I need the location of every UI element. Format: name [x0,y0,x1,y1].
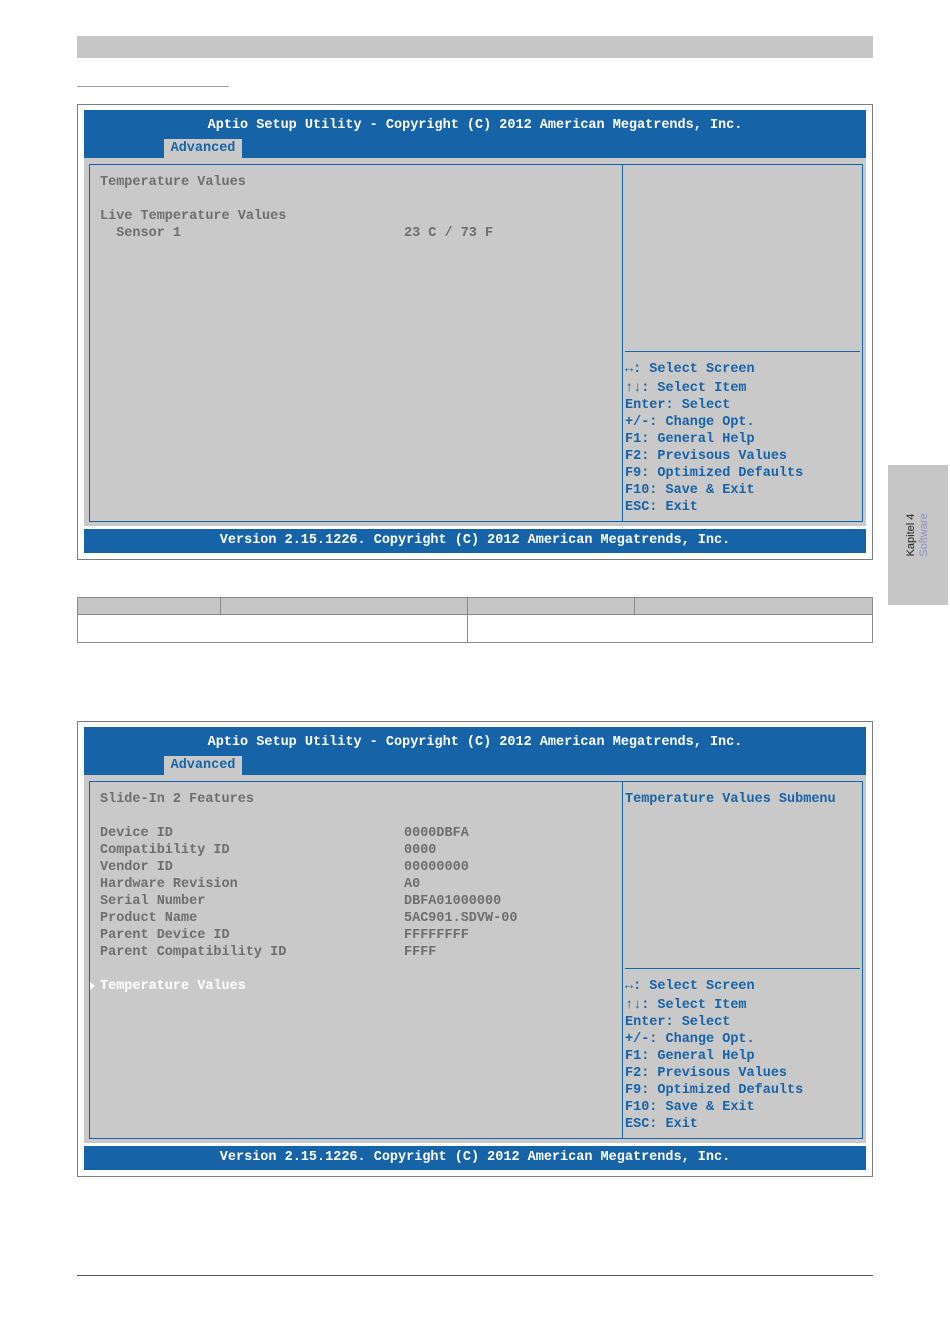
footer-rule [77,1275,873,1276]
key-hint-f1: F1: General Help [625,1049,755,1064]
help-separator [625,968,860,969]
table-divider [634,598,635,614]
setting-value-serial-number: DBFA01000000 [404,894,502,909]
bios-header [84,110,866,158]
bios-help-panel [623,164,863,522]
bios-title: Aptio Setup Utility - Copyright (C) 2012 American Megatrends, Inc. [207,118,743,133]
key-hint-select-screen: ↔: Select Screen [625,362,755,377]
setting-value-device-id: 0000DBFA [404,826,469,841]
key-hint-esc: ESC: Exit [625,1117,698,1132]
setting-value-parent-compatibility-id: FFFF [404,945,437,960]
bios-title: Aptio Setup Utility - Copyright (C) 2012 American Megatrends, Inc. [207,735,743,750]
key-hint-f2: F2: Previsous Values [625,449,788,464]
bios-footer: Version 2.15.1226. Copyright (C) 2012 American Megatrends, Inc. [84,1146,866,1170]
table-divider [220,598,221,614]
bios-help-panel [623,781,863,1139]
setting-label-hardware-revision: Hardware Revision [100,877,238,892]
tab-advanced[interactable]: Advanced [164,139,242,158]
info-table [77,597,873,643]
key-hint-f9: F9: Optimized Defaults [625,1083,804,1098]
key-hint-f1: F1: General Help [625,432,755,447]
tab-advanced[interactable]: Advanced [164,756,242,775]
chapter-side-tab [888,465,948,605]
section-heading: Temperature Values [100,175,246,190]
bios-header [84,727,866,775]
key-hint-f10: F10: Save & Exit [625,483,755,498]
key-hint-f2: F2: Previsous Values [625,1066,788,1081]
setting-label-device-id: Device ID [100,826,173,841]
setting-value-vendor-id: 00000000 [404,860,469,875]
setting-value-hardware-revision: A0 [404,877,421,892]
setting-label-sensor-1: Sensor 1 [100,226,182,241]
bios-main-panel [89,781,623,1139]
table-divider [467,598,468,642]
key-hint-change-opt: +/-: Change Opt. [625,415,755,430]
chapter-label: Kapitel 4 [905,513,917,557]
submenu-temperature-values[interactable]: Temperature Values [100,979,246,994]
setting-value-sensor-1: 23 C / 73 F [404,226,494,241]
section-subheading: Live Temperature Values [100,209,287,224]
key-hint-select-item: ↑↓: Select Item [625,381,747,396]
bios-footer: Version 2.15.1226. Copyright (C) 2012 American Megatrends, Inc. [84,529,866,553]
key-hint-f9: F9: Optimized Defaults [625,466,804,481]
table-header-row [78,598,872,615]
setting-value-product-name: 5AC901.SDVW-00 [404,911,518,926]
section-heading: Slide-In 2 Features [100,792,254,807]
section-label: Software [918,513,930,557]
header-rule [77,86,229,87]
submenu-arrow-icon [90,982,95,990]
key-hint-enter: Enter: Select [625,1015,731,1030]
key-hint-select-screen: ↔: Select Screen [625,979,755,994]
bios-screen-temperature [77,104,873,560]
setting-label-parent-device-id: Parent Device ID [100,928,230,943]
key-hint-f10: F10: Save & Exit [625,1100,755,1115]
help-text: Temperature Values Submenu [625,792,836,807]
key-hint-select-item: ↑↓: Select Item [625,998,747,1013]
setting-label-compatibility-id: Compatibility ID [100,843,230,858]
key-hint-enter: Enter: Select [625,398,731,413]
bios-main-panel [89,164,623,522]
key-hint-esc: ESC: Exit [625,500,698,515]
help-separator [625,351,860,352]
setting-label-vendor-id: Vendor ID [100,860,173,875]
setting-label-parent-compatibility-id: Parent Compatibility ID [100,945,287,960]
setting-value-parent-device-id: FFFFFFFF [404,928,469,943]
page-header-bar [77,36,873,58]
key-hint-change-opt: +/-: Change Opt. [625,1032,755,1047]
setting-value-compatibility-id: 0000 [404,843,437,858]
setting-label-serial-number: Serial Number [100,894,206,909]
bios-body [84,158,866,526]
bios-body [84,775,866,1143]
setting-label-product-name: Product Name [100,911,198,926]
bios-screen-slide-in-features [77,721,873,1177]
